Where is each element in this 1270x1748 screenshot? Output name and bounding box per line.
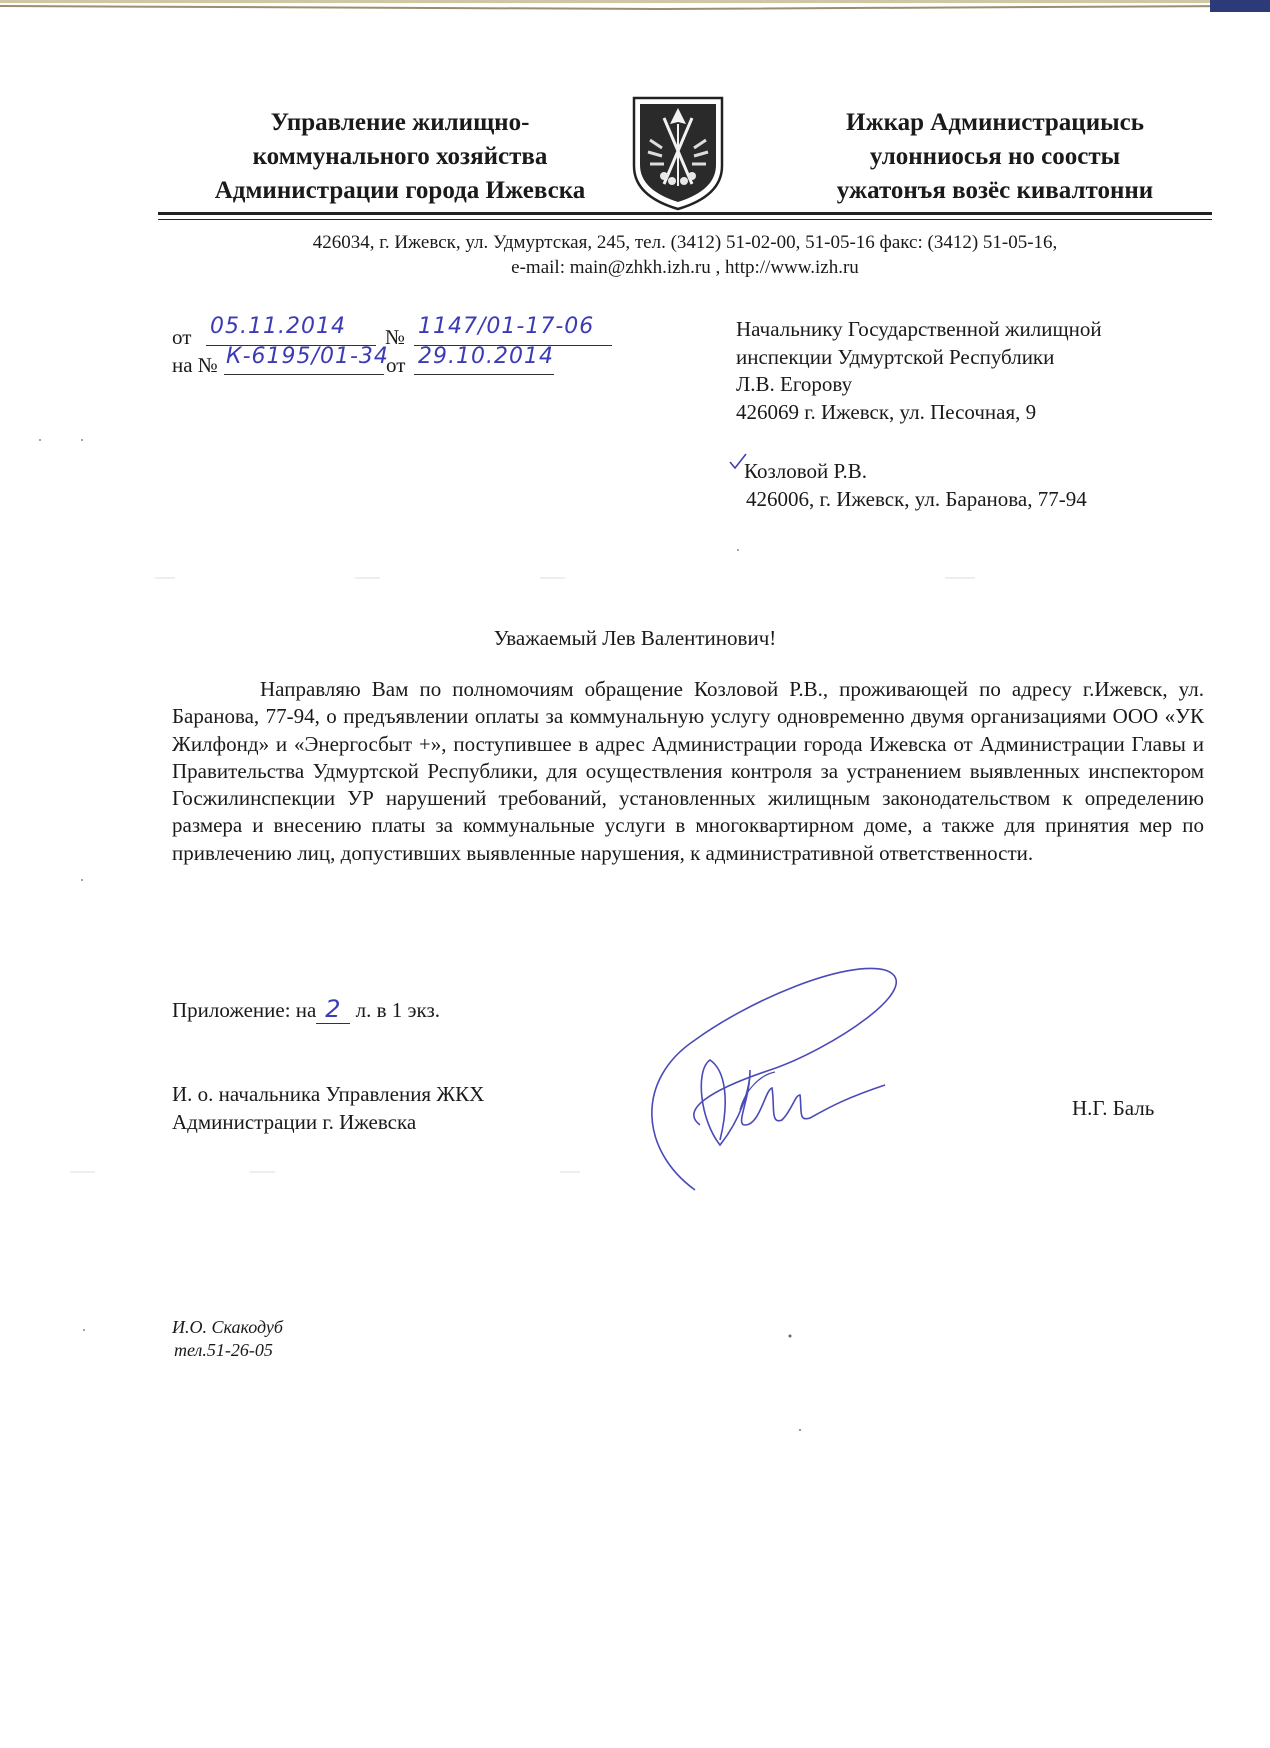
scan-edge-stripe	[0, 0, 1270, 14]
letterhead-ru-line: Управление жилищно-	[270, 109, 530, 136]
ref-num-value: 1147/01-17-06	[418, 314, 595, 339]
handwritten-signature	[600, 960, 920, 1235]
izhevsk-coat-of-arms-icon	[626, 88, 730, 212]
ref-to-date: 29.10.2014	[418, 344, 554, 369]
addressee-line: 426069 г. Ижевск, ул. Песочная, 9	[736, 399, 1037, 424]
ref-to-label: на №	[172, 353, 218, 377]
executor-block	[172, 1316, 283, 1362]
body-paragraph: Направляю Вам по полномочиям обращение Козловой Р.В., проживающей по адресу г.Ижевск, ул. Баранова, 77-94, о предъявлении оплаты за коммунальную услугу одновременно двумя организациями ООО «УК Жилфонд» и «Энергосбыт +», поступившее в адрес Администрации города Ижевска от Администрации Главы и Правительства Удмуртской Республики, для осуществления контроля за устранением выявленных инспектором Госжилинспекции УР нарушений требований, установленных жилищным законодательством к определению размера и внесению платы за коммунальные услуги в многоквартирном доме, а также для принятия мер по привлечению лиц, допустивших выявленные нарушения, к административной ответственности.	[172, 677, 1204, 865]
ref-from-date: 05.11.2014	[210, 314, 346, 339]
contact-line-email: e-mail: main@zhkh.izh.ru , http://www.izh.ru	[511, 257, 859, 278]
addressee-line: 426006, г. Ижевск, ул. Баранова, 77-94	[746, 487, 1087, 511]
signatory-title-line: Администрации г. Ижевска	[172, 1110, 417, 1134]
addressee-line: Начальнику Государственной жилищной	[736, 317, 1102, 341]
ref-to-value: К-6195/01-34	[226, 344, 389, 369]
attachment-suffix: л. в 1 экз.	[355, 998, 440, 1022]
ref-to-from-label: от	[386, 353, 406, 377]
ref-underline	[414, 374, 554, 375]
addressee-line: Козловой Р.В.	[744, 459, 868, 483]
signatory-title-line: И. о. начальника Управления ЖКХ	[172, 1082, 485, 1106]
letterhead-udm-line: Ижкар Администрациысь	[846, 109, 1144, 136]
addressee-line: Л.В. Егорову	[736, 372, 853, 396]
letterhead-udmurt	[765, 106, 1225, 208]
attachment-prefix: Приложение: на	[172, 998, 317, 1022]
executor-name: И.О. Скакодуб	[172, 1317, 283, 1337]
letterhead-russian	[170, 106, 630, 208]
letterhead-udm-line: улонниосья но соосты	[869, 143, 1121, 170]
executor-phone: тел.51-26-05	[174, 1340, 273, 1360]
salutation: Уважаемый Лев Валентинович!	[493, 626, 777, 650]
letterhead-rule	[158, 212, 1212, 215]
attachment-pages: 2	[316, 996, 350, 1024]
addressee-applicant	[744, 457, 1087, 513]
letterhead-ru-line: коммунального хозяйства	[252, 143, 548, 170]
letterhead-udm-line: ужатонъя возёс кивалтонни	[836, 177, 1154, 204]
ref-underline	[224, 374, 384, 375]
letter-body	[172, 676, 1204, 867]
attachment-line	[172, 996, 440, 1024]
signatory-name: Н.Г. Баль	[1072, 1096, 1155, 1120]
addressee-line: инспекции Удмуртской Республики	[736, 344, 1055, 369]
signatory-title	[172, 1080, 484, 1136]
ref-num-label: №	[385, 325, 406, 349]
contact-line: 426034, г. Ижевск, ул. Удмуртская, 245, тел. (3412) 51-02-00, 51-05-16 факс: (3412) 51-05-16,	[312, 232, 1058, 253]
addressee-inspection	[736, 316, 1102, 426]
letterhead-rule-thin	[158, 219, 1212, 220]
letterhead-ru-line: Администрации города Ижевска	[214, 177, 586, 204]
ref-from-label: от	[172, 325, 192, 349]
